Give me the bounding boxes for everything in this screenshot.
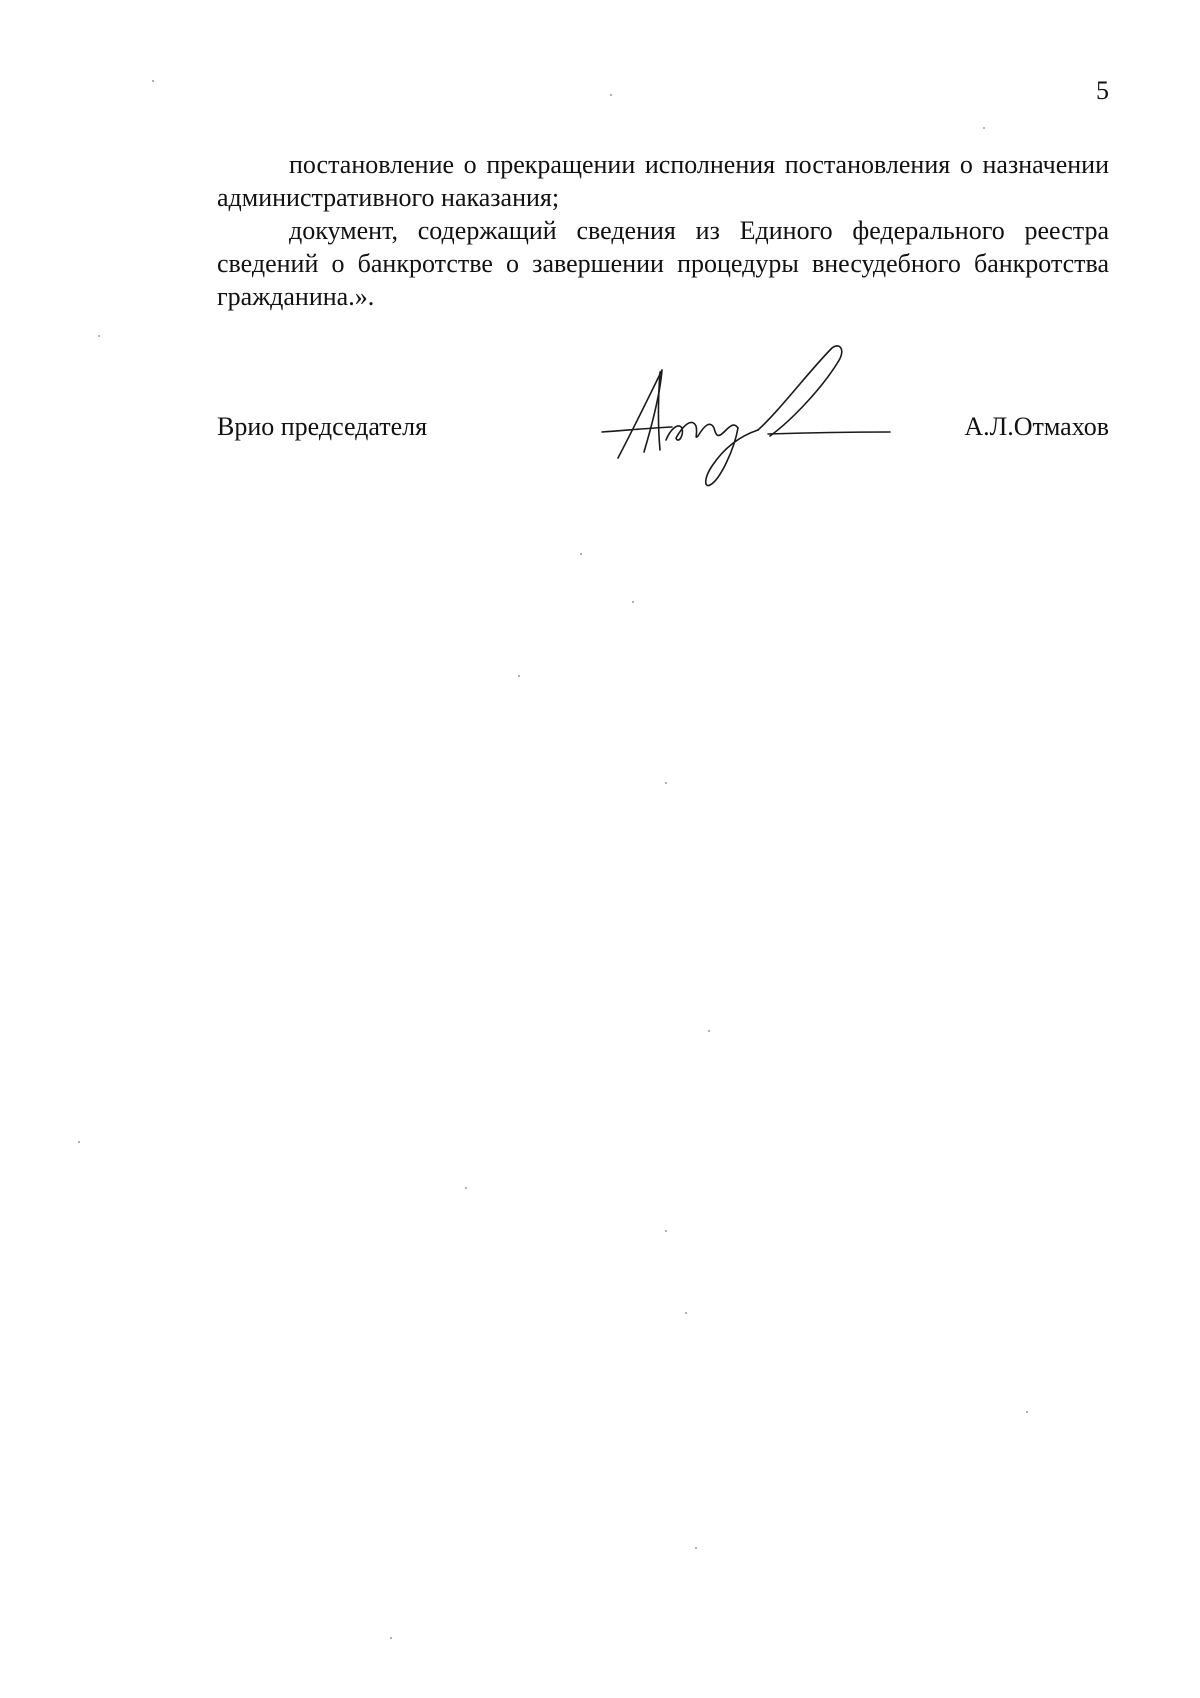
- scan-speck: [518, 675, 520, 677]
- scan-speck: [665, 782, 667, 784]
- scan-speck: [152, 80, 154, 82]
- paragraph-2: документ, содержащий сведения из Единого федерального реестра сведений о банкротстве о завершении процедуры внесудебного банкротства гражданина.».: [217, 216, 1109, 311]
- scan-speck: [983, 127, 985, 129]
- body-text: [217, 148, 1109, 313]
- scan-speck: [695, 1547, 697, 1549]
- scan-speck: [78, 1141, 80, 1143]
- scan-speck: [665, 1230, 667, 1232]
- handwritten-signature: [600, 340, 900, 490]
- signatory-name: А.Л.Отмахов: [964, 412, 1109, 441]
- page-number: 5: [1096, 76, 1109, 105]
- scan-speck: [708, 1030, 710, 1032]
- paragraph-1: постановление о прекращении исполнения постановления о назначении административного наказания;: [217, 150, 1109, 212]
- scan-speck: [98, 335, 100, 337]
- scan-speck: [1026, 1411, 1028, 1413]
- scan-speck: [632, 601, 634, 603]
- scan-speck: [465, 1187, 467, 1189]
- signatory-title: Врио председателя: [217, 412, 428, 441]
- scan-speck: [390, 1637, 392, 1639]
- scan-speck: [580, 553, 582, 555]
- scan-speck: [610, 94, 612, 96]
- scan-speck: [685, 1312, 687, 1314]
